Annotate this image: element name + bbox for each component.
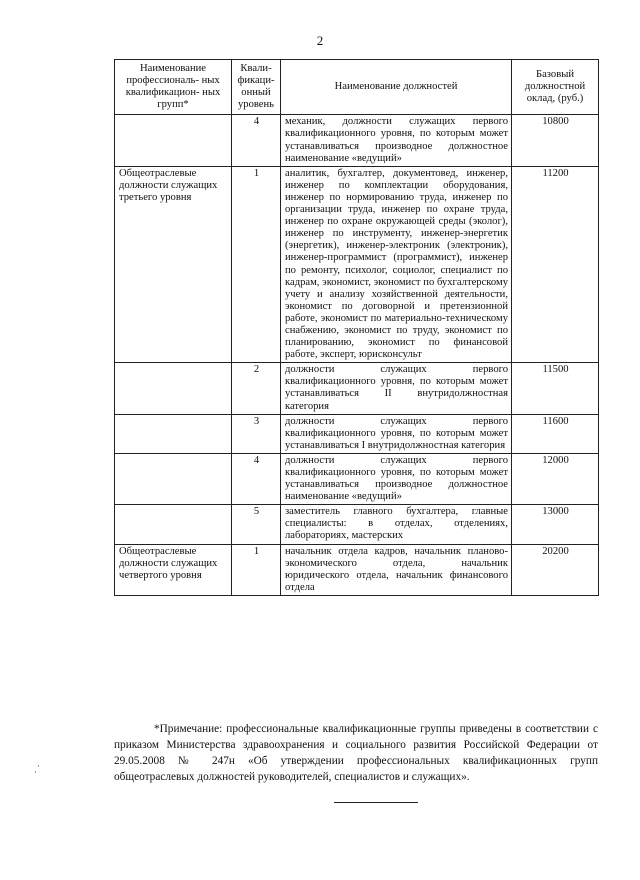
position-cell: заместитель главного бухгалтера, главные специалисты: в отделах, отделениях, лабораториях, мастерских [281,505,512,544]
salary-cell: 12000 [512,453,599,504]
table-row [115,544,599,595]
table-header-row [115,60,599,115]
level-cell: 1 [232,166,281,363]
level-cell: 4 [232,453,281,504]
page-number: 2 [316,33,324,48]
level-cell: 1 [232,544,281,595]
group-cell [115,505,232,544]
position-cell: должности служащих первого квалификационного уровня, по которым может устанавливаться производное должностное наименование «ведущий» [281,453,512,504]
position-cell: аналитик, бухгалтер, документовед, инженер, инженер по комплектации оборудования, инженер по нормированию труда, инженер по организации труда, инженер по охране труда, инженер по охране окружающей среды (эколог), инженер по инструменту, инженер-энергетик (энергетик), инженер-электроник (электроник), инженер-программист (программист), инженер по ремонту, психолог, социолог, специалист по кадрам, экономист, экономист по бухгалтерскому учету и анализу хозяйственной деятельности, экономист по договорной и претензионной работе, экономист по материально-техническому снабжению, экономист по труду, экономист по планированию, экономист по финансовой работе, эксперт, юрисконсульт [281,166,512,363]
salary-cell: 13000 [512,505,599,544]
group-cell [115,363,232,414]
scan-speck: · [37,761,40,771]
table-row [115,166,599,363]
level-cell: 3 [232,414,281,453]
position-cell: должности служащих первого квалификационного уровня, по которым может устанавливаться I внутридолжностная категория [281,414,512,453]
table-row [115,505,599,544]
salary-table [114,59,599,596]
group-cell [115,414,232,453]
group-cell [115,453,232,504]
salary-cell: 11600 [512,414,599,453]
table-row [115,363,599,414]
group-cell: Общеотраслевые должности служащих четвертого уровня [115,544,232,595]
header-group: Наименование профессиональ- ных квалификацион- ных групп* [115,60,232,115]
scan-speck: · [34,767,37,777]
table-row [115,453,599,504]
footnote: *Примечание: профессиональные квалификационные группы приведены в соответствии с приказом Министерства здравоохранения и социального развития Российской Федерации от 29.05.2008 № 247н «Об утверждении профессиональных квалификационных групп общеотраслевых должностей руководителей, специалистов и служащих». [114,723,598,783]
salary-cell: 20200 [512,544,599,595]
group-cell [115,115,232,166]
position-cell: механик, должности служащих первого квалификационного уровня, по которым может устанавливаться производное должностное наименование «ведущий» [281,115,512,166]
table-row [115,414,599,453]
level-cell: 2 [232,363,281,414]
group-cell: Общеотраслевые должности служащих третьего уровня [115,166,232,363]
salary-cell: 11500 [512,363,599,414]
position-cell: начальник отдела кадров, начальник планово-экономического отдела, начальник юридического отдела, начальник финансового отдела [281,544,512,595]
position-cell: должности служащих первого квалификационного уровня, по которым может устанавливаться II внутридолжностная категория [281,363,512,414]
header-position: Наименование должностей [281,60,512,115]
salary-cell: 11200 [512,166,599,363]
closing-divider [334,802,418,803]
header-salary: Базовый должностной оклад, (руб.) [512,60,599,115]
level-cell: 4 [232,115,281,166]
table-row [115,115,599,166]
salary-cell: 10800 [512,115,599,166]
header-level: Квали- фикаци- онный уровень [232,60,281,115]
level-cell: 5 [232,505,281,544]
